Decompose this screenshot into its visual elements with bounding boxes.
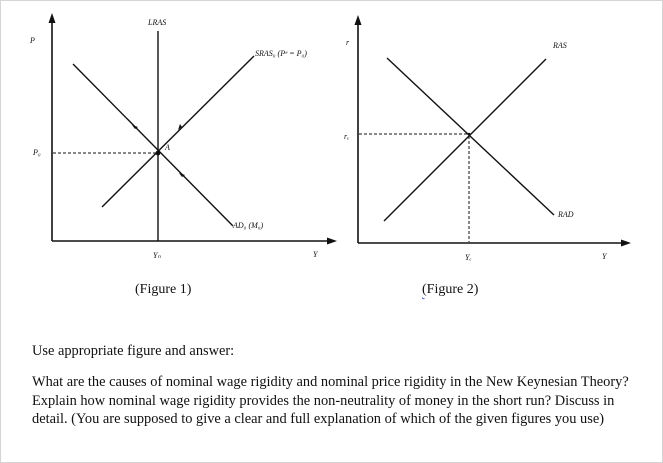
figure-1-yn-label: Yₙ [153,251,161,260]
figure-2-caption-text: Figure 2) [426,282,479,297]
figure-1-caption: (Figure 1) [135,282,192,297]
figure-2-rad-curve [387,58,554,215]
figure-1-lras-label: LRAS [148,18,167,27]
figure-1-p0-label: P₀ [33,148,41,157]
figure-1 [29,13,337,260]
instruction-text: Use appropriate figure and answer: [32,343,235,359]
figure-1-point-a-label: A [165,143,170,152]
question-text: What are the causes of nominal wage rigidity and nominal price rigidity in the New Keynesian Theory? Explain how nominal wage rigidity provides the non-neutrality of money in the short run? Discuss in detail. (You are supposed to give a clear and full explanation of which of the given figures you use) [32,374,629,427]
figure-2-re-label: rₑ [344,132,350,141]
figure-2-y-axis-arrow [355,15,362,25]
figure-2 [344,15,631,262]
figure-1-x-axis-label: Y [313,250,318,259]
figure-2-equilibrium-point [468,133,471,136]
figure-1-point-a [156,151,161,156]
figure-2-x-axis-arrow [621,240,631,247]
figure-1-sras-curve [102,56,254,207]
figure-2-y-axis-label: r [346,38,350,47]
figure-2-rad-label: RAD [558,210,574,219]
figure-2-ras-label: RAS [553,41,567,50]
figures-panel [1,1,663,321]
figure-2-caption-prefix: ( [422,282,427,297]
figure-1-ad-label: AD₀ (M₀) [233,221,264,230]
figure-1-sras-label: SRAS₀ (Pᵉ = P₀) [255,49,307,58]
figure-1-y-axis-arrow [49,13,56,23]
figure-1-ad-curve [73,64,233,226]
figure-2-ras-curve [384,59,546,221]
figure-2-ye-label: Yₑ [465,253,472,262]
figure-2-caption [422,282,478,298]
figure-2-x-axis-label: Y [602,252,607,261]
figure-1-x-axis-arrow [327,238,337,245]
figure-1-y-axis-label: P [30,36,35,45]
